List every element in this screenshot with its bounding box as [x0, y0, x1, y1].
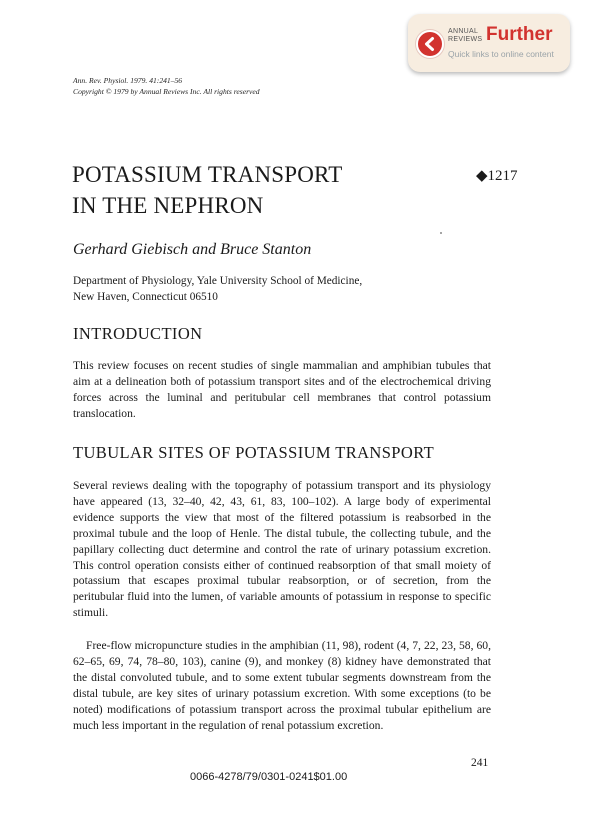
section-heading-tubular-sites: TUBULAR SITES OF POTASSIUM TRANSPORT	[73, 443, 435, 462]
article-title	[72, 159, 342, 221]
affiliation-line-1: Department of Physiology, Yale University School of Medicine,	[73, 275, 363, 287]
stray-mark	[440, 232, 442, 234]
affiliation	[73, 273, 362, 305]
brand-line-reviews: REVIEWS	[448, 35, 483, 43]
issn-footer: 0066-4278/79/0301-0241$01.00	[190, 771, 348, 783]
further-subtitle: Quick links to online content	[448, 49, 554, 59]
copyright-line: Copyright © 1979 by Annual Reviews Inc. All rights reserved	[73, 87, 260, 96]
brand-line-annual: ANNUAL	[448, 28, 479, 35]
section-heading-introduction: INTRODUCTION	[73, 324, 203, 343]
further-title: Further	[486, 24, 553, 45]
journal-citation	[73, 75, 260, 97]
citation-line: Ann. Rev. Physiol. 1979. 41:241–56	[73, 76, 183, 85]
play-arrow-icon	[416, 30, 444, 58]
annual-reviews-further-badge[interactable]	[408, 14, 570, 72]
article-number: ◆1217	[476, 168, 518, 184]
title-line-1: POTASSIUM TRANSPORT	[72, 162, 343, 187]
tubular-sites-paragraph-2: Free-flow micropuncture studies in the amphibian (11, 98), rodent (4, 7, 22, 23, 58, 60, 62–65, 69, 74, 78–80, 103), canine (9), and monkey (8) kidney have demonstrated that the distal convoluted tubule, and to some extent tubular segments downstream from the distal tubule, are key sites of urinary potassium excretion. With some exceptions (to be noted) modifications of potassium transport across the proximal tubular epithelium are much less important in the regulation of renal potassium excretion.	[73, 639, 491, 732]
introduction-paragraph: This review focuses on recent studies of single mammalian and amphibian tubules that aim at a delineation both of potassium transport sites and of the electrochemical driving forces across the luminal and peritubular cell membranes that control potassium translocation.	[73, 359, 491, 420]
title-line-2: IN THE NEPHRON	[72, 193, 264, 218]
page-number: 241	[471, 757, 489, 769]
authors: Gerhard Giebisch and Bruce Stanton	[73, 241, 312, 258]
tubular-sites-paragraph-1: Several reviews dealing with the topography of potassium transport and its physiology have appeared (13, 32–40, 42, 43, 61, 83, 100–102). A large body of experimental evidence supports the view that most of the filtered potassium is reabsorbed in the proximal tubule and the loop of Henle. The distal tubule, the collecting tubule, and the papillary collecting duct determine and control the rate of urinary potassium excretion. This control operation consists either of continued reabsorption of that small moiety of potassium that escapes proximal tubular reabsorption, or of secretion, from the peritubular fluid into the lumen, of variable amounts of potassium in response to specific stimuli.	[73, 479, 491, 620]
affiliation-line-2: New Haven, Connecticut 06510	[73, 291, 218, 303]
annual-reviews-logo-text	[448, 28, 488, 43]
